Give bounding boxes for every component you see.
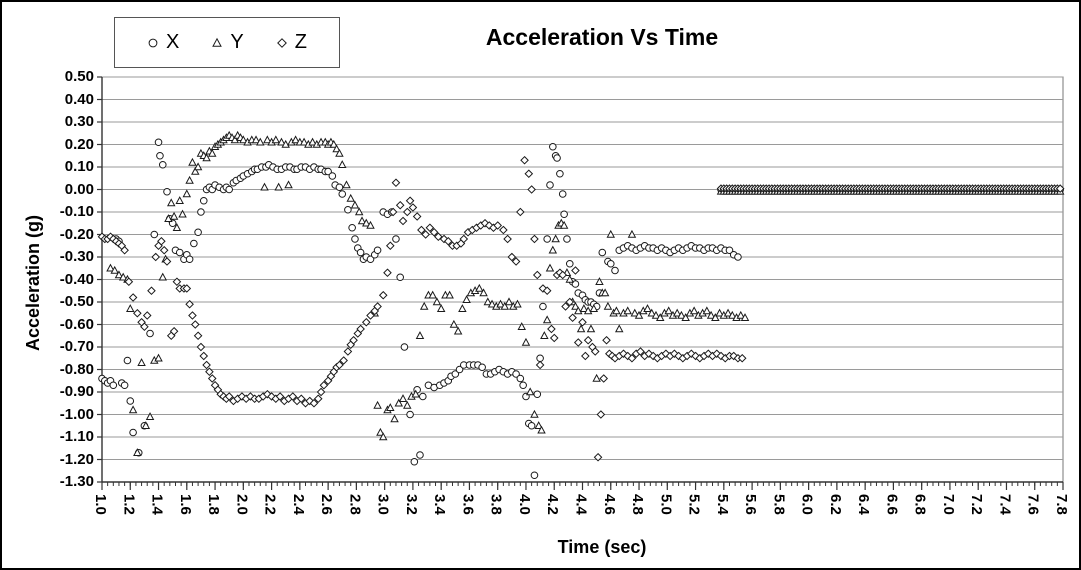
y-tick-label: -1.20	[59, 450, 94, 468]
x-tick-label: 6.8	[911, 494, 929, 515]
y-tick-label: 0.40	[64, 90, 94, 108]
x-tick-label: 1.0	[92, 494, 109, 515]
y-tick-label: -0.90	[59, 383, 94, 400]
x-tick-label: 5.2	[685, 494, 703, 515]
x-tick-label: 6.4	[855, 494, 873, 515]
y-tick-label: -0.70	[59, 338, 94, 355]
x-tick-label: 7.2	[968, 494, 986, 515]
y-tick-label: -0.80	[59, 360, 94, 378]
flatline-tail-markers	[717, 185, 1063, 194]
x-tick-label: 6.0	[798, 494, 816, 515]
x-tick-label: 5.8	[770, 494, 788, 515]
x-tick-label: 4.0	[515, 494, 533, 515]
y-axis-ticks	[97, 77, 102, 482]
plot-area	[2, 2, 1081, 570]
y-tick-label: 0.10	[64, 158, 94, 175]
x-tick-label: 1.8	[205, 494, 223, 515]
x-tick-label: 5.6	[742, 494, 760, 515]
y-tick-label: -0.30	[59, 248, 94, 265]
triangle-icon	[211, 37, 223, 49]
y-tick-label: -1.10	[59, 428, 94, 445]
y-tick-label: 0.50	[64, 68, 94, 85]
x-tick-label: 2.8	[346, 494, 364, 515]
x-tick-label: 4.6	[600, 494, 618, 515]
x-tick-label: 2.0	[233, 494, 251, 515]
x-tick-label: 7.4	[996, 494, 1014, 515]
x-tick-label: 5.4	[713, 494, 731, 515]
y-tick-label: -0.10	[59, 203, 94, 220]
x-tick-label: 1.4	[148, 494, 166, 515]
y-tick-label: -1.30	[59, 473, 94, 490]
x-tick-label: 3.2	[402, 494, 420, 515]
x-tick-label: 7.6	[1024, 494, 1042, 515]
y-tick-label: 0.20	[64, 135, 94, 153]
diamond-icon	[276, 37, 288, 49]
x-tick-label: 2.6	[318, 494, 336, 515]
x-tick-label: 7.0	[939, 494, 957, 515]
legend-label: X	[166, 31, 180, 53]
x-tick-label: 3.4	[431, 494, 449, 515]
y-axis-title: Acceleration (g)	[23, 214, 43, 352]
x-axis-ticks	[102, 482, 1063, 490]
x-tick-label: 6.6	[883, 494, 901, 515]
x-tick-label: 3.6	[459, 494, 477, 515]
x-tick-label: 4.2	[544, 494, 562, 515]
x-tick-label: 4.8	[629, 494, 647, 515]
x-tick-label: 5.0	[657, 494, 675, 515]
y-tick-label: 0.00	[64, 180, 94, 198]
legend-item-x	[147, 31, 179, 54]
circle-icon	[147, 37, 159, 49]
y-tick-label: -0.20	[59, 225, 94, 243]
x-axis-title: Time (sec)	[557, 537, 647, 557]
legend-label: Y	[230, 31, 244, 53]
y-tick-label: -0.40	[59, 270, 94, 288]
y-tick-label: 0.30	[64, 113, 94, 130]
chart-title: Acceleration Vs Time	[485, 24, 719, 50]
x-tick-label: 7.8	[1053, 494, 1070, 515]
legend-item-y	[211, 31, 243, 54]
x-tick-labels-group	[92, 494, 1070, 516]
x-tick-label: 1.6	[176, 494, 194, 515]
x-tick-label: 3.0	[374, 494, 392, 515]
y-tick-label: -0.50	[59, 293, 94, 310]
legend	[114, 17, 340, 68]
legend-label: Z	[294, 31, 307, 53]
x-tick-label: 2.4	[289, 494, 307, 515]
x-tick-label: 2.2	[261, 494, 279, 515]
x-tick-label: 3.8	[487, 494, 505, 515]
x-tick-label: 1.2	[120, 494, 138, 515]
y-tick-label: -1.00	[59, 405, 94, 423]
y-tick-label: -0.60	[59, 315, 94, 333]
x-tick-label: 6.2	[826, 494, 844, 515]
legend-item-z	[276, 31, 307, 54]
x-tick-label: 4.4	[572, 494, 590, 515]
